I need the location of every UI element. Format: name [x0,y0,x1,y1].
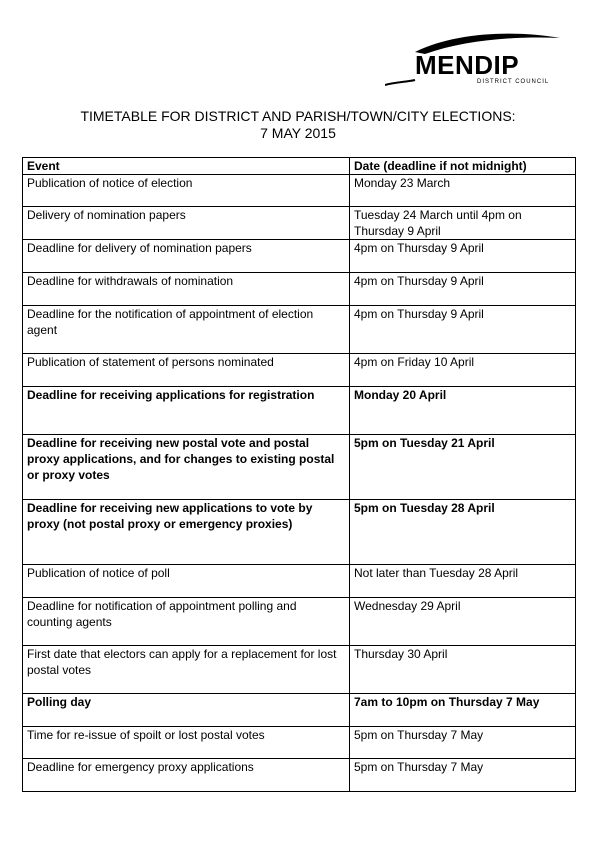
header-date: Date (deadline if not midnight) [350,158,576,175]
event-cell: Deadline for delivery of nomination papers [23,240,350,273]
event-cell: Delivery of nomination papers [23,207,350,240]
table-row [23,500,576,565]
table-row [23,435,576,500]
event-cell: Deadline for notification of appointment polling and counting agents [23,598,350,646]
event-cell: Publication of notice of election [23,175,350,207]
event-cell: Publication of statement of persons nominated [23,354,350,387]
event-cell: Time for re-issue of spoilt or lost postal votes [23,727,350,759]
date-cell: 4pm on Thursday 9 April [350,306,576,354]
table-row [23,727,576,759]
date-cell: Thursday 30 April [350,646,576,694]
council-logo [385,30,565,90]
date-cell: 5pm on Tuesday 21 April [350,435,576,500]
event-cell: Deadline for emergency proxy applications [23,759,350,792]
header-event: Event [23,158,350,175]
table-row [23,646,576,694]
event-cell: Deadline for receiving applications for registration [23,387,350,435]
event-cell: Publication of notice of poll [23,565,350,598]
table-row [23,694,576,727]
event-cell: Polling day [23,694,350,727]
event-cell: First date that electors can apply for a replacement for lost postal votes [23,646,350,694]
title-line-1: TIMETABLE FOR DISTRICT AND PARISH/TOWN/CITY ELECTIONS: [80,108,516,124]
table-row [23,598,576,646]
event-cell: Deadline for the notification of appointment of election agent [23,306,350,354]
date-cell: Wednesday 29 April [350,598,576,646]
table-row [23,354,576,387]
date-cell: Monday 20 April [350,387,576,435]
table-row [23,759,576,792]
date-cell: Monday 23 March [350,175,576,207]
event-cell: Deadline for receiving new applications to vote by proxy (not postal proxy or emergency proxies) [23,500,350,565]
event-cell: Deadline for receiving new postal vote and postal proxy applications, and for changes to existing postal or proxy votes [23,435,350,500]
election-timetable [22,157,576,792]
date-cell: 4pm on Friday 10 April [350,354,576,387]
date-cell: 4pm on Thursday 9 April [350,273,576,306]
date-cell: 5pm on Thursday 7 May [350,759,576,792]
date-cell: 4pm on Thursday 9 April [350,240,576,273]
event-cell: Deadline for withdrawals of nomination [23,273,350,306]
date-cell: Not later than Tuesday 28 April [350,565,576,598]
logo-name: MENDIP [415,50,520,80]
table-row [23,175,576,207]
page-title [0,108,596,142]
table-row [23,565,576,598]
table-row [23,306,576,354]
table-header-row [23,158,576,175]
table-row [23,273,576,306]
title-line-2: 7 MAY 2015 [260,125,336,141]
date-cell: 7am to 10pm on Thursday 7 May [350,694,576,727]
table-row [23,240,576,273]
table-row [23,387,576,435]
date-cell: Tuesday 24 March until 4pm on Thursday 9 April [350,207,576,240]
date-cell: 5pm on Thursday 7 May [350,727,576,759]
date-cell: 5pm on Tuesday 28 April [350,500,576,565]
logo-subtitle: DISTRICT COUNCIL [477,79,550,85]
table-row [23,207,576,240]
